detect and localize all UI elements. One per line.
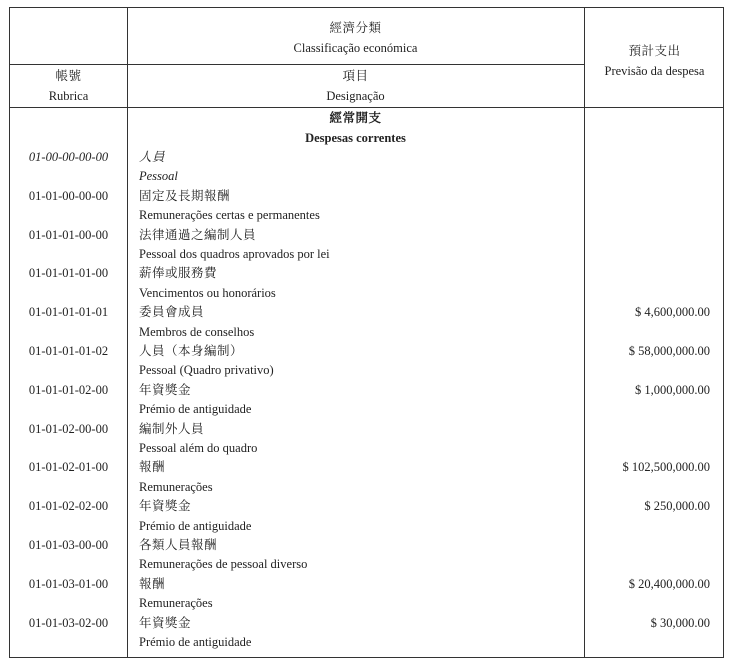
designation-zh: 報酬 bbox=[139, 576, 166, 591]
amount: $ 30,000.00 bbox=[650, 615, 710, 630]
table-row-pt bbox=[10, 517, 723, 536]
designation-pt: Pessoal (Quadro privativo) bbox=[139, 363, 274, 378]
designation-zh: 報酬 bbox=[139, 460, 166, 475]
designation-pt: Remunerações de pessoal diverso bbox=[139, 557, 308, 572]
designation-pt: Membros de conselhos bbox=[139, 324, 255, 339]
rubrica-code: 01-01-01-02-00 bbox=[28, 382, 109, 397]
designation-zh: 薪俸或服務費 bbox=[139, 266, 218, 281]
designation-pt: Remunerações certas e permanentes bbox=[139, 208, 320, 223]
table-row bbox=[10, 420, 723, 439]
despesa-header bbox=[584, 41, 725, 81]
table-row bbox=[10, 497, 723, 516]
table-row bbox=[10, 614, 723, 633]
table-row-pt bbox=[10, 633, 723, 652]
section-title-row bbox=[10, 109, 723, 128]
section-title-zh: 經常開支 bbox=[329, 111, 382, 125]
classification-header-zh: 經濟分類 bbox=[329, 21, 382, 35]
designation-pt: Pessoal além do quadro bbox=[139, 441, 258, 455]
designacao-header-zh: 項目 bbox=[342, 69, 369, 83]
designation-zh: 固定及長期報酬 bbox=[139, 188, 231, 203]
rubrica-code: 01-01-02-00-00 bbox=[28, 421, 109, 436]
rubrica-code: 01-00-00-00-00 bbox=[28, 150, 109, 164]
table-row-pt bbox=[10, 478, 723, 497]
designation-pt: Remunerações bbox=[139, 479, 213, 494]
rubrica-header-pt: Rubrica bbox=[48, 89, 89, 103]
table-row-pt bbox=[10, 439, 723, 458]
designation-zh: 年資獎金 bbox=[139, 615, 192, 630]
table-row-pt bbox=[10, 594, 723, 613]
table-row bbox=[10, 226, 723, 245]
table-row bbox=[10, 264, 723, 283]
rubrica-code: 01-01-01-01-00 bbox=[28, 266, 109, 281]
rubrica-header bbox=[10, 66, 127, 106]
header-divider-rubrica bbox=[10, 64, 127, 65]
rubrica-header-zh: 帳號 bbox=[55, 69, 82, 83]
designation-zh: 編制外人員 bbox=[139, 421, 205, 436]
table-row-pt bbox=[10, 167, 723, 186]
table-row bbox=[10, 303, 723, 322]
table-row bbox=[10, 148, 723, 167]
rubrica-code: 01-01-03-02-00 bbox=[28, 615, 109, 630]
section-subtitle-row bbox=[10, 129, 723, 148]
amount: $ 250,000.00 bbox=[644, 499, 710, 514]
designation-pt: Vencimentos ou honorários bbox=[139, 285, 276, 300]
rubrica-code: 01-01-00-00-00 bbox=[28, 188, 109, 203]
rubrica-code: 01-01-02-01-00 bbox=[28, 460, 109, 475]
despesa-header-pt: Previsão da despesa bbox=[604, 64, 705, 78]
designacao-header bbox=[127, 66, 584, 106]
table-row bbox=[10, 381, 723, 400]
table-row-pt bbox=[10, 323, 723, 342]
table-row-pt bbox=[10, 206, 723, 225]
classification-header-pt: Classificação económica bbox=[293, 41, 418, 55]
designacao-header-pt: Designação bbox=[326, 89, 385, 103]
despesa-header-zh: 預計支出 bbox=[628, 44, 681, 58]
classification-header bbox=[127, 18, 584, 58]
amount: $ 102,500,000.00 bbox=[622, 460, 710, 475]
designation-pt: Pessoal dos quadros aprovados por lei bbox=[139, 247, 330, 261]
section-title-pt: Despesas correntes bbox=[305, 130, 406, 145]
designation-pt: Prémio de antiguidade bbox=[139, 635, 252, 649]
amount: $ 58,000,000.00 bbox=[628, 344, 710, 358]
rubrica-code: 01-01-03-00-00 bbox=[28, 538, 109, 552]
table-row-pt bbox=[10, 555, 723, 574]
header-divider-designacao bbox=[127, 64, 584, 65]
table-row-pt bbox=[10, 400, 723, 419]
designation-zh: 人員 bbox=[139, 150, 166, 164]
budget-table bbox=[9, 7, 724, 658]
rubrica-code: 01-01-03-01-00 bbox=[28, 576, 109, 591]
amount: $ 4,600,000.00 bbox=[635, 305, 710, 320]
table-row-pt bbox=[10, 361, 723, 380]
table-row bbox=[10, 342, 723, 361]
designation-zh: 委員會成員 bbox=[139, 305, 205, 320]
rubrica-code: 01-01-02-02-00 bbox=[28, 499, 109, 514]
rubrica-code: 01-01-01-01-02 bbox=[28, 344, 109, 358]
header-bottom-divider bbox=[10, 107, 723, 108]
amount: $ 1,000,000.00 bbox=[635, 382, 710, 397]
rubrica-code: 01-01-01-01-01 bbox=[28, 305, 109, 320]
designation-zh: 人員（本身編制） bbox=[139, 344, 244, 358]
rubrica-code: 01-01-01-00-00 bbox=[28, 227, 109, 242]
designation-pt: Prémio de antiguidade bbox=[139, 402, 252, 417]
table-row bbox=[10, 187, 723, 206]
designation-pt: Remunerações bbox=[139, 596, 213, 611]
designation-pt: Pessoal bbox=[139, 169, 178, 184]
designation-zh: 各類人員報酬 bbox=[139, 538, 218, 552]
amount: $ 20,400,000.00 bbox=[628, 576, 710, 591]
designation-zh: 年資獎金 bbox=[139, 499, 192, 514]
table-row bbox=[10, 536, 723, 555]
table-row bbox=[10, 458, 723, 477]
designation-zh: 年資獎金 bbox=[139, 382, 192, 397]
table-row-pt bbox=[10, 284, 723, 303]
table-row-pt bbox=[10, 245, 723, 264]
designation-zh: 法律通過之編制人員 bbox=[139, 227, 257, 242]
table-row bbox=[10, 575, 723, 594]
designation-pt: Prémio de antiguidade bbox=[139, 518, 252, 533]
